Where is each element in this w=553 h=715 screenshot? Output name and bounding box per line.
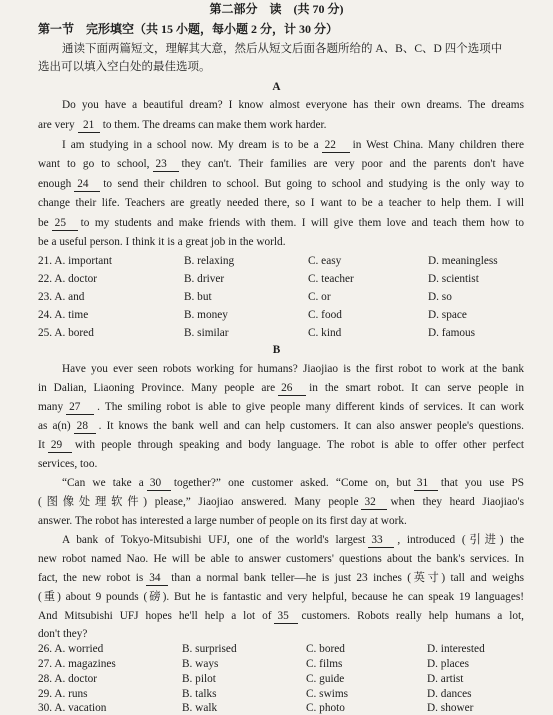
passage-a-line: change their life. Teachers are greatly needed there, so I want to be a teacher to help them. I will [38, 197, 524, 209]
blank-27[interactable]: 27 [66, 400, 94, 415]
passage-a-line: enough 24 to send their children to school. But going to school and studying is the only way to [38, 178, 524, 190]
passage-b-line: And Mitsubishi UFJ hopes he'll help a lot of 35 customers. Robots really help humans a lot, [38, 610, 524, 622]
option-25b[interactable]: B. similar [184, 327, 229, 339]
option-30a[interactable]: 30. A. vacation [38, 702, 107, 714]
passage-b-line: “Can we take a 30 together?” one customer asked. “Come on, but 31 that you use PS [62, 477, 525, 489]
option-25a[interactable]: 25. A. bored [38, 327, 94, 339]
part-title: 第二部分 读 (共 70 分) [209, 2, 344, 16]
option-row-21 [0, 254, 553, 268]
blank-26[interactable]: 26 [278, 381, 306, 396]
passage-b-line: It 29 with people through speaking and body language. The robot is able to offer other perfect [38, 439, 524, 451]
option-22c[interactable]: C. teacher [308, 273, 354, 285]
option-30d[interactable]: D. shower [427, 702, 474, 714]
option-28d[interactable]: D. artist [427, 673, 464, 685]
option-24b[interactable]: B. money [184, 309, 228, 321]
passage-b-line: in Dalian, Liaoning Province. Many people are 26 in the smart robot. It can serve people in [38, 382, 524, 394]
option-row-26 [0, 643, 553, 655]
option-row-30 [0, 702, 553, 714]
section-title: 第一节 完形填空（共 15 小题，每小题 2 分，计 30 分） [38, 22, 339, 36]
option-25c[interactable]: C. kind [308, 327, 342, 339]
passage-b-line: Have you ever seen robots working for humans? Jiaojiao is the first robot to work at the bank [62, 363, 524, 375]
option-row-24 [0, 308, 553, 322]
option-28a[interactable]: 28. A. doctor [38, 673, 97, 685]
passage-b-line: many 27 . The smiling robot is able to give people many different kinds of services. It can work [38, 401, 524, 413]
passage-b-line: A bank of Tokyo-Mitsubishi UFJ, one of the world's largest 33 , introduced (引进) the [62, 534, 524, 546]
passage-b-line: (图像处理软件) please,” Jiaojiao answered. Many people 32 when they heard Jiaojiao's [38, 496, 524, 508]
passage-b-line: (重) about 9 pounds (磅). But he is fantastic and very helpful, because he can speak 19 languages! [38, 591, 524, 603]
blank-30[interactable]: 30 [147, 476, 171, 491]
option-30c[interactable]: C. photo [306, 702, 345, 714]
passage-b-line: don't they? [38, 628, 88, 640]
option-29a[interactable]: 29. A. runs [38, 688, 88, 700]
option-row-28 [0, 673, 553, 685]
passage-a-label: A [272, 81, 281, 93]
option-21b[interactable]: B. relaxing [184, 255, 235, 267]
option-27a[interactable]: 27. A. magazines [38, 658, 116, 670]
passage-b-line: as a(n) 28 . It knows the bank well and can help customers. It can also answer people's questions. [38, 420, 524, 432]
blank-23[interactable]: 23 [153, 157, 179, 172]
option-21c[interactable]: C. easy [308, 255, 342, 267]
passage-b-label: B [272, 344, 281, 356]
option-21d[interactable]: D. meaningless [428, 255, 498, 267]
option-23a[interactable]: 23. A. and [38, 291, 85, 303]
blank-33[interactable]: 33 [368, 533, 394, 548]
option-29d[interactable]: D. dances [427, 688, 472, 700]
blank-22[interactable]: 22 [322, 138, 350, 153]
passage-b-line: answer. The robot has interested a large number of people on its first day at work. [38, 515, 407, 527]
option-21a[interactable]: 21. A. important [38, 255, 113, 267]
option-27b[interactable]: B. ways [182, 658, 219, 670]
option-row-27 [0, 658, 553, 670]
blank-35[interactable]: 35 [274, 609, 298, 624]
blank-21[interactable]: 21 [78, 118, 100, 133]
blank-28[interactable]: 28 [74, 419, 96, 434]
option-24a[interactable]: 24. A. time [38, 309, 89, 321]
passage-b-line: new robot named Nao. He will be able to answer customers' questions about the bank's services. In [38, 553, 524, 565]
blank-32[interactable]: 32 [361, 495, 387, 510]
option-30b[interactable]: B. walk [182, 702, 218, 714]
passage-b-line: fact, the new robot is 34 than a normal bank teller—he is just 23 inches (英寸) tall and weighs [38, 572, 524, 584]
passage-b-line: services, too. [38, 458, 98, 470]
option-row-23 [0, 290, 553, 304]
option-row-22 [0, 272, 553, 286]
passage-a-line: be 25 to my students and make friends with them. I will give them love and teach them how to [38, 217, 524, 229]
blank-31[interactable]: 31 [414, 476, 438, 491]
option-26c[interactable]: C. bored [306, 643, 345, 655]
blank-34[interactable]: 34 [146, 571, 168, 586]
option-26d[interactable]: D. interested [427, 643, 485, 655]
option-26b[interactable]: B. surprised [182, 643, 237, 655]
option-24c[interactable]: C. food [308, 309, 342, 321]
passage-a-line: are very 21 to them. The dreams can make them work harder. [38, 119, 327, 131]
option-23c[interactable]: C. or [308, 291, 331, 303]
option-29c[interactable]: C. swims [306, 688, 349, 700]
option-row-25 [0, 326, 553, 340]
blank-24[interactable]: 24 [74, 177, 100, 192]
passage-a-line: Do you have a beautiful dream? I know almost everyone has their own dreams. The dreams [62, 99, 524, 111]
instructions-line-2: 选出可以填入空白处的最佳选项。 [38, 61, 211, 73]
passage-a-line: I am studying in a school now. My dream is to be a 22 in West China. Many children there [62, 139, 524, 151]
option-23b[interactable]: B. but [184, 291, 212, 303]
option-22b[interactable]: B. driver [184, 273, 225, 285]
option-26a[interactable]: 26. A. worried [38, 643, 104, 655]
passage-a-line: want to go to school, 23 they can't. Their families are very poor and the parents don't have [38, 158, 525, 170]
option-27d[interactable]: D. places [427, 658, 470, 670]
option-25d[interactable]: D. famous [428, 327, 476, 339]
instructions-line-1: 通读下面两篇短文，理解其大意，然后从短文后面各题所给的 A、B、C、D 四个选项中 [62, 43, 503, 55]
option-28c[interactable]: C. guide [306, 673, 345, 685]
option-row-29 [0, 688, 553, 700]
option-24d[interactable]: D. space [428, 309, 467, 321]
option-29b[interactable]: B. talks [182, 688, 217, 700]
option-22a[interactable]: 22. A. doctor [38, 273, 97, 285]
passage-a-line: be a useful person. I think it is a great job in the world. [38, 236, 286, 248]
option-27c[interactable]: C. films [306, 658, 343, 670]
option-28b[interactable]: B. pilot [182, 673, 216, 685]
option-22d[interactable]: D. scientist [428, 273, 479, 285]
blank-29[interactable]: 29 [48, 438, 72, 453]
option-23d[interactable]: D. so [428, 291, 452, 303]
blank-25[interactable]: 25 [52, 216, 78, 231]
